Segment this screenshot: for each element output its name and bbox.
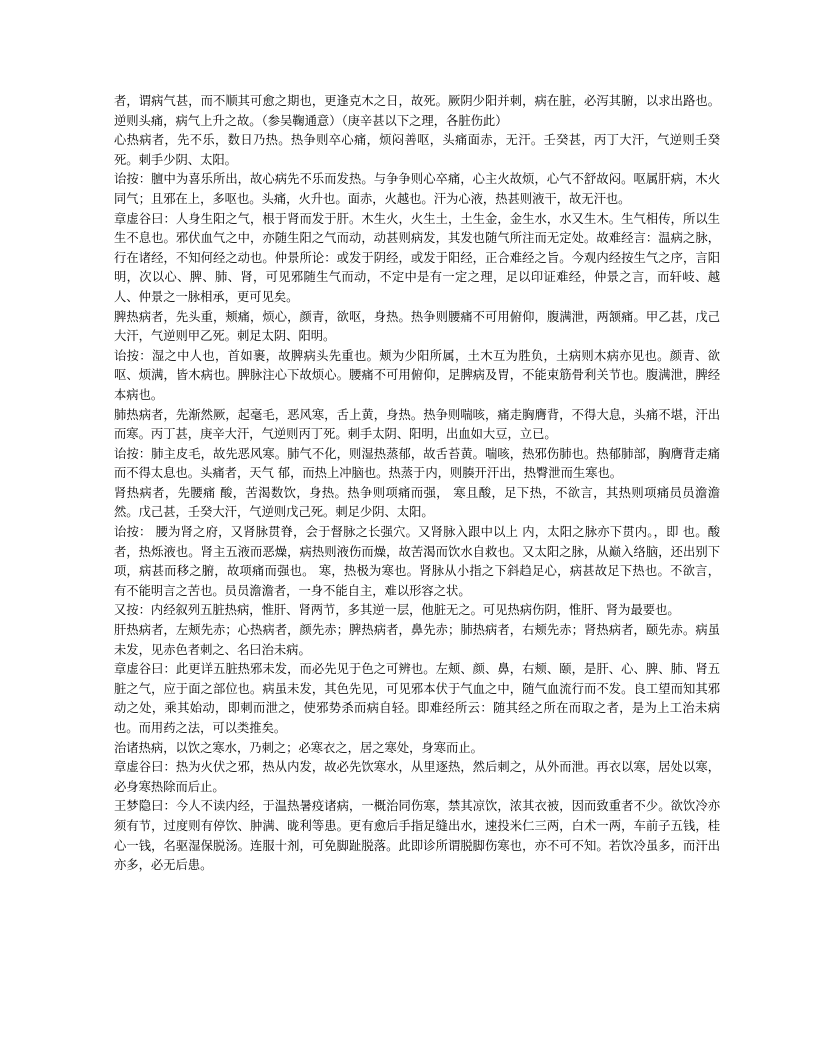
paragraph: 治诸热病，以饮之寒水，乃刺之；必寒衣之，居之寒处，身寒而止。 — [114, 740, 483, 755]
paragraph: 诒按： 腰为肾之府，又肾脉贯脊，会于督脉之长强穴。又肾脉入跟中以上 内，太阳之脉亦下贯内。，即 也。酸者，热烁液也。肾主五液而恶燥，病热则液伤而燥，故苦渴而饮水自救也。又太阳之脉，从巅入络脑，还出别下项，病甚而移之腑，故项痛而强也。 寒，热极为寒也。肾脉从小指之下斜趋足心，病甚故足下热也。不欲言，有不能明言之苦也。员员澹澹者，一身不能自主，难以形容之状。 — [114, 525, 720, 598]
paragraph: 又按：内经叙列五脏热病，惟肝、肾两节，多其逆一层，他脏无之。可见热病伤阴，惟肝、肾为最要也。 — [114, 603, 680, 618]
paragraph: 肺热病者，先渐然厥，起毫毛，恶风寒，舌上黄，身热。热争则喘咳，痛走胸膺背，不得大息，头痛不堪，汗出而寒。丙丁甚，庚辛大汗，气逆则丙丁死。刺手太阴、阳明，出血如大豆，立已。 — [114, 407, 720, 442]
paragraph: 章虚谷曰：此更详五脏热邪未发，而必先见于色之可辨也。左颊、颜、鼻，右颊、颐，是肝、心、脾、肺、肾五脏之气，应于面之部位也。病虽未发，其色先见，可见邪本伏于气血之中，随气血流行而不发。良工望而知其邪动之处，乘其始动，即刺而泄之，使邪势杀而病自轻。即难经所云：随其经之所在而取之者，是为上工治未病也。而用药之法，可以类推矣。 — [114, 662, 720, 735]
paragraph: 王梦隐曰：今人不读内经，于温热暑疫诸病，一概治同伤寒，禁其凉饮，浓其衣被，因而致重者不少。欲饮冷亦须有节，过度则有停饮、肿满、昽利等患。更有愈后手指足缝出水，速投米仁三两，白术一两，车前子五钱，桂心一钱，名驱湿保脱汤。连服十剂，可免脚趾脱落。此即诊所谓脱脚伤寒也，亦不可不知。若饮冷虽多，而汗出亦多，必无后患。 — [114, 799, 720, 873]
paragraph: 章虚谷曰：热为火伏之邪，热从内发，故必先饮寒水，从里逐热，然后刺之，从外而泄。再衣以寒，居处以寒，必身寒热除而后止。 — [114, 760, 720, 794]
paragraph: 诒按：膻中为喜乐所出，故心病先不乐而发热。与争争则心卒痛，心主火故烦，心气不舒故闷。呕属肝病，木火同气；且邪在上，多呕也。头痛，火升也。面赤，火越也。汗为心液，热甚则液干，故无汗也。 — [114, 172, 720, 206]
paragraph: 章虚谷曰：人身生阳之气，根于肾而发于肝。木生火，火生土，土生金，金生水，水又生木。生气相传，所以生生不息也。邪伏血气之中，亦随生阳之气而动，动甚则病发，其发也随气所注而无定处。故难经言：温病之脉，行在诸经，不知何经之动也。仲景所论：或发于阴经，或发于阳经，正合难经之旨。今观内经按生气之序，言阳明，次以心、脾、肺、肾，可见邪随生气而动，不定中是有一定之理，足以印证难经，仲景之言，而轩岐、越人、仲景之一脉相承，更可见矣。 — [114, 211, 720, 304]
paragraph: 者，谓病气甚，而不顺其可愈之期也，更逢克木之日，故死。厥阴少阳并刺，病在脏，必泻其腑，以求出路也。逆则头痛，病气上升之故。（参吴鞠通意）（庚辛甚以下之理，各脏伤此） — [114, 94, 720, 128]
paragraph: 诒按：肺主皮毛，故先恶风寒。肺气不化，则湿热蒸郁，故舌苔黄。喘咳，热邪伤肺也。热郁肺部，胸膺背走痛而不得太息也。头痛者，天气 郁，而热上冲脑也。热蒸于内，则腠开汗出，热臀泄而生寒也。 — [114, 446, 720, 481]
paragraph: 肝热病者，左颊先赤；心热病者，颜先赤；脾热病者，鼻先赤；肺热病者，右颊先赤；肾热病者，颐先赤。病虽未发，见赤色者刺之、名曰治未病。 — [114, 623, 720, 657]
paragraph: 脾热病者，先头重，颊痛，烦心，颜青，欲呕，身热。热争则腰痛不可用俯仰，腹满泄，两颔痛。甲乙甚，戊己大汗，气逆则甲乙死。刺足太阴、阳明。 — [114, 309, 720, 344]
paragraph: 诒按：湿之中人也，首如裹，故脾病头先重也。颊为少阳所属，土木互为胜负，土病则木病亦见也。颜青、欲呕、烦满，皆木病也。脾脉注心下故烦心。腰痛不可用俯仰，足脾病及胃，不能束筋骨利关节也。腹满泄，脾经本病也。 — [114, 348, 720, 402]
document-body — [114, 92, 720, 876]
paragraph: 肾热病者，先腰痛 酸，苦渴数饮，身热。热争则项痛而强， 寒且酸，足下热，不欲言，其热则项痛员员澹澹然。戊己甚，壬癸大汗，气逆则戊己死。刺足少阴、太阳。 — [114, 485, 720, 520]
paragraph: 心热病者，先不乐，数日乃热。热争则卒心痛，烦闷善呕，头痛面赤，无汗。壬癸甚，丙丁大汗，气逆则壬癸死。刺手少阴、太阳。 — [114, 133, 720, 167]
